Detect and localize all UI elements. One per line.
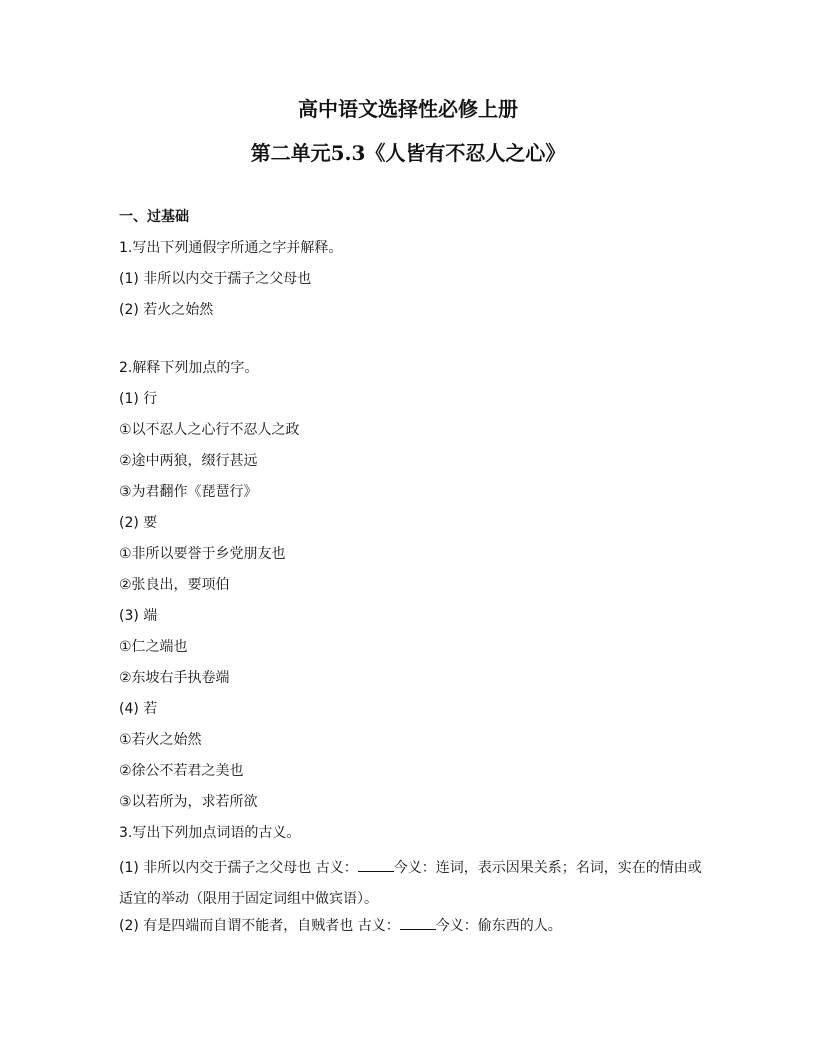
group-item: ①以不忍人之心行不忍人之政 [119, 422, 300, 438]
question-2-title: 2.解释下列加点的字。 [119, 360, 259, 376]
question-3-item-2-text: (2) 有是四端而自谓不能者，自贼者也 古义： [119, 918, 400, 934]
group-label: (1) 行 [119, 391, 158, 407]
group-item: ①若火之始然 [119, 732, 202, 748]
question-3-item-2-modern: 今义：偷东西的人。 [435, 918, 562, 934]
question-3-title: 3.写出下列加点词语的古义。 [119, 825, 301, 841]
group-item: ③为君翻作《琵琶行》 [119, 484, 258, 500]
question-1-item: (1) 非所以内交于孺子之父母也 [119, 271, 312, 287]
group-item: ①非所以要誉于乡党朋友也 [119, 546, 286, 562]
group-label: (2) 要 [119, 515, 158, 531]
group-item: ②途中两狼，缀行甚远 [119, 453, 258, 469]
question-3-item-1-modern: 今义：连词，表示因果关系；名词，实在的情由或适宜的举动（限用于固定词组中做宾语）。 [119, 860, 702, 907]
question-3-item-1 [119, 853, 709, 915]
group-item: ②东坡右手执卷端 [119, 670, 230, 686]
section-heading: 一、过基础 [119, 209, 189, 225]
group-label: (3) 端 [119, 608, 158, 624]
exercise-content [119, 206, 709, 946]
document-subtitle: 第二单元5.3《人皆有不忍人之心》 [250, 141, 566, 165]
document-title: 高中语文选择性必修上册 [298, 97, 518, 121]
question-3-item-1-text: (1) 非所以内交于孺子之父母也 古义： [119, 860, 358, 876]
group-item: ③以若所为，求若所欲 [119, 794, 258, 810]
group-item: ①仁之端也 [119, 639, 188, 655]
question-1-item: (2) 若火之始然 [119, 302, 214, 318]
question-3-item-2 [119, 915, 709, 946]
answer-blank[interactable] [358, 857, 394, 872]
group-item: ②张良出，要项伯 [119, 577, 230, 593]
answer-blank[interactable] [400, 915, 436, 930]
group-item: ②徐公不若君之美也 [119, 763, 244, 779]
question-1-title: 1.写出下列通假字所通之字并解释。 [119, 240, 343, 256]
group-label: (4) 若 [119, 701, 158, 717]
